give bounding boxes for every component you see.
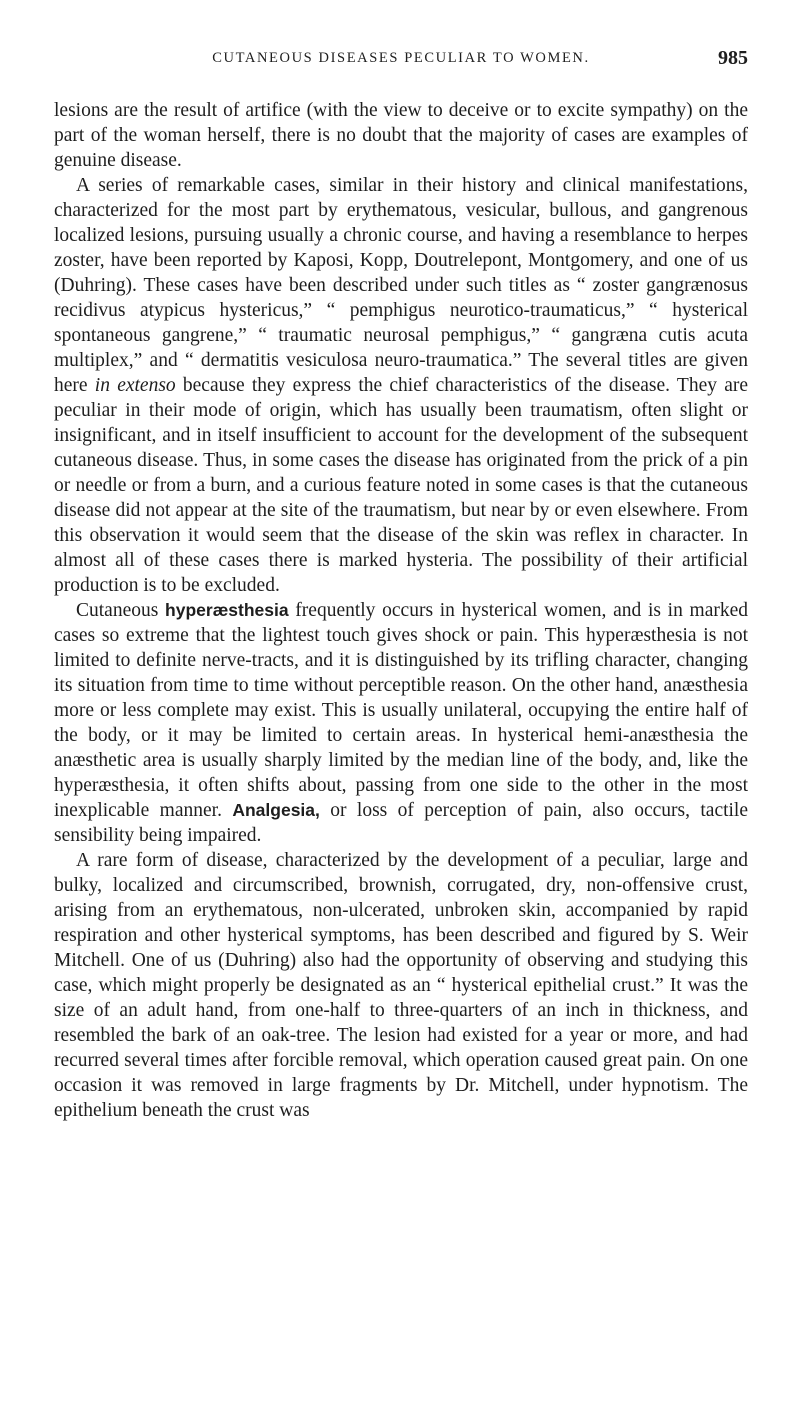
page-number: 985 xyxy=(718,47,748,69)
paragraph-zoster-cases xyxy=(54,173,748,598)
term-hyperaesthesia: hyperæsthesia xyxy=(165,600,289,620)
book-page xyxy=(54,0,748,1123)
paragraph-hyperaesthesia xyxy=(54,598,748,848)
paragraph-text: A series of remarkable cases, similar in their history and clinical manifestations, characterized for the most part by erythematous, vesicular, bullous, and gangrenous localized lesions, pursuing usually a chronic course, and having a resemblance to herpes zoster, have been reported by Kaposi, Kopp, Doutrelepont, Montgomery, and one of us (Duhring). These cases have been described under such titles as “ zoster gangrænosus recidivus atypicus hystericus,” “ pemphigus neurotico-traumaticus,” “ hysterical spontaneous gangrene,” “ traumatic neurosal pemphigus,” “ gangræna cutis acuta multiplex,” and “ dermatitis vesiculosa neuro-traumatica.” The several titles are given here xyxy=(54,175,748,396)
paragraph-text: Cutaneous xyxy=(76,600,159,621)
paragraph-epithelial-crust xyxy=(54,848,748,1123)
term-analgesia: Analgesia, xyxy=(232,800,320,820)
paragraph-text: frequently occurs in hysterical women, and is in marked cases so extreme that the lightest touch gives shock or pain. This hyperæsthesia is not limited to definite nerve-tracts, and it is distinguished by its trifling character, changing its situation from time to time without perceptible reason. On the other hand, anæsthesia more or less complete may exist. This is usually unilateral, occupying the entire half of the body, or it may be limited to certain areas. In hysterical hemi-anæsthesia the anæsthetic area is usually sharply limited by the median line of the body, and, like the hyperæsthesia, it often shifts about, passing from one side to the other in the most inexplicable manner. xyxy=(54,600,749,821)
italic-phrase: in extenso xyxy=(94,375,176,396)
paragraph-text: because they express the chief characteristics of the disease. They are peculiar in their mode of origin, which has usually been traumatism, often slight or insignificant, and in itself insufficient to account for the development of the subsequent cutaneous disease. Thus, in some cases the disease has originated from the prick of a pin or needle or from a burn, and a curious feature noted in some cases is that the cutaneous disease did not appear at the site of the traumatism, but near by or even elsewhere. From this observation it would seem that the disease of the skin was reflex in character. In almost all of these cases there is marked hysteria. The possibility of their artificial production is to be excluded. xyxy=(54,375,749,596)
paragraph-text: A rare form of disease, characterized by the development of a peculiar, large and bulky, localized and circumscribed, brownish, corrugated, dry, non-offensive crust, arising from an erythematous, non-ulcerated, unbroken skin, accompanied by rapid respiration and other hysterical symptoms, has been described and figured by S. Weir Mitchell. One of us (Duhring) also had the opportunity of observing and studying this case, which might properly be designated as an “ hysterical epithelial crust.” It was the size of an adult hand, from one-half to three-quarters of an inch in thickness, and resembled the bark of an oak-tree. The lesion had existed for a year or more, and had recurred several times after forcible removal, which operation caused great pain. On one occasion it was removed in large fragments by Dr. Mitchell, under hypnotism. The epithelium beneath the crust was xyxy=(54,850,748,1121)
paragraph-text: lesions are the result of artifice (with the view to deceive or to excite sympathy) on the part of the woman herself, there is no doubt that the majority of cases are examples of genuine disease. xyxy=(54,100,748,171)
body-text xyxy=(54,98,748,1123)
running-head xyxy=(54,47,748,90)
paragraph-continued xyxy=(54,98,748,173)
running-title: CUTANEOUS DISEASES PECULIAR TO WOMEN. xyxy=(212,50,590,66)
paragraph-text: or loss of perception of pain, also occurs, tactile sensibility being impaired. xyxy=(54,800,749,846)
